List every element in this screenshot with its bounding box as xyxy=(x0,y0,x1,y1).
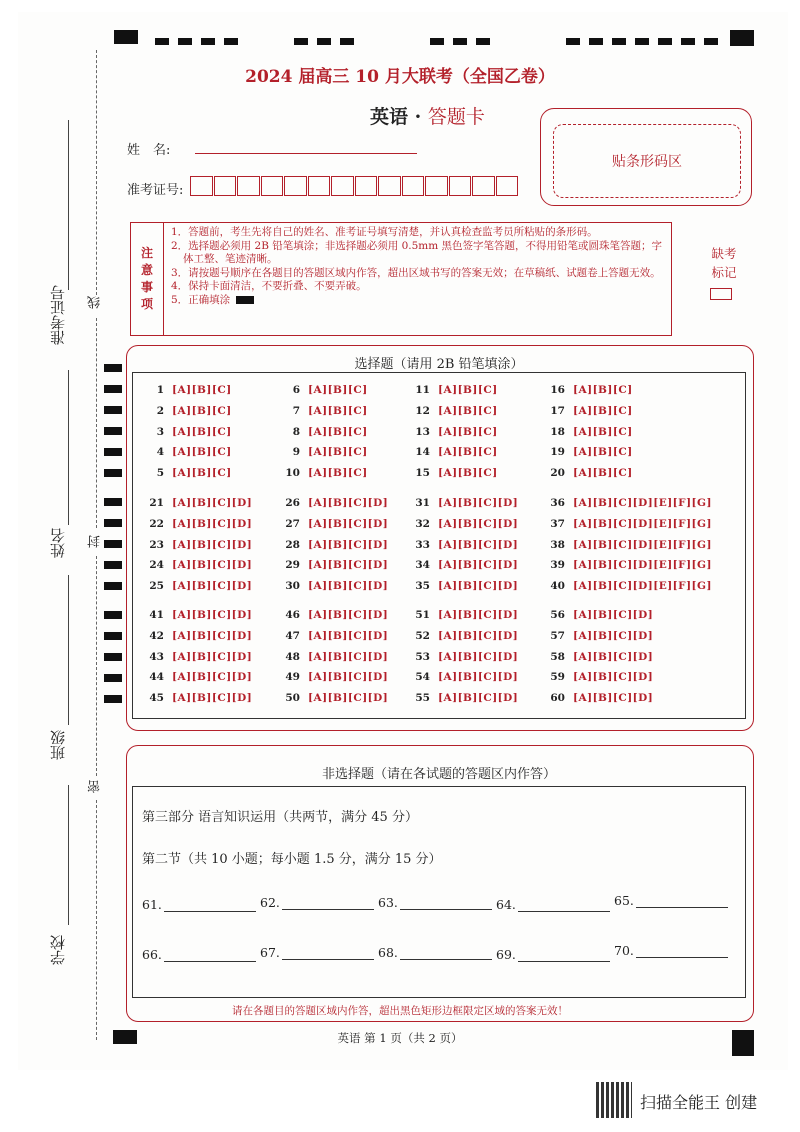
answer-bubbles[interactable]: [A][B][C][D] xyxy=(172,559,253,572)
answer-bubbles[interactable]: [A][B][C][D] xyxy=(172,650,253,663)
choice-question xyxy=(280,671,388,683)
answer-bubbles[interactable]: [A][B][C][D] xyxy=(573,629,654,642)
absent-label: 缺考 标记 xyxy=(711,246,737,280)
answer-bubbles[interactable]: [A][B][C][D] xyxy=(308,650,389,663)
answer-bubbles[interactable]: [A][B][C][D] xyxy=(172,609,253,621)
question-number: 32 xyxy=(415,517,430,530)
choice-question xyxy=(545,539,712,551)
timing-mark xyxy=(104,632,122,640)
question-number: 22 xyxy=(149,517,164,530)
choice-question xyxy=(410,692,518,704)
question-number: 38 xyxy=(550,538,565,551)
question-number: 57 xyxy=(550,629,565,642)
choice-question xyxy=(545,671,653,683)
question-number: 1 xyxy=(156,384,164,396)
name-field[interactable] xyxy=(195,153,417,154)
choice-question xyxy=(410,518,518,530)
side-line xyxy=(68,575,69,725)
choice-question xyxy=(545,518,712,530)
cut-label-feng: 封 xyxy=(88,535,103,548)
answer-bubbles[interactable]: [A][B][C] xyxy=(438,425,498,438)
answer-bubbles[interactable]: [A][B][C] xyxy=(438,384,498,396)
question-number: 30 xyxy=(285,580,300,593)
choice-question xyxy=(144,497,252,509)
barcode-area: 贴条形码区 xyxy=(553,124,741,198)
question-number: 35 xyxy=(415,580,430,593)
answer-bubbles[interactable]: [A][B][C] xyxy=(308,467,368,480)
answer-bubbles[interactable]: [A][B][C][D] xyxy=(172,497,253,509)
subject: 英语 xyxy=(370,106,409,128)
timing-mark xyxy=(104,611,122,619)
section-heading: 第二节（共 10 小题；每小题 1.5 分，满分 15 分） xyxy=(142,852,442,867)
answer-bubbles[interactable]: [A][B][C][D] xyxy=(438,580,519,593)
answer-blank-66[interactable]: 66. xyxy=(142,947,162,962)
side-line xyxy=(68,120,69,290)
question-number: 26 xyxy=(285,497,300,509)
question-number: 4 xyxy=(156,446,164,459)
answer-bubbles[interactable]: [A][B][C][D][E][F][G] xyxy=(573,517,712,530)
choice-question xyxy=(280,651,388,663)
notes-list xyxy=(171,226,666,308)
timing-mark xyxy=(658,38,672,45)
cut-label-xian: 线 xyxy=(88,296,103,309)
choice-question xyxy=(410,467,498,479)
title-separator: · xyxy=(414,106,422,128)
question-number: 28 xyxy=(285,538,300,551)
answer-blank-63[interactable]: 63. xyxy=(378,895,398,910)
notes-heading: 注 意 事 项 xyxy=(131,223,164,335)
choice-question xyxy=(280,405,368,417)
absent-checkbox[interactable] xyxy=(710,288,732,300)
choice-question xyxy=(280,426,368,438)
choice-question xyxy=(280,559,388,571)
timing-mark xyxy=(612,38,626,45)
side-name: 姓名 xyxy=(49,528,67,558)
exam-title: 2024 届高三 10 月大联考（全国乙卷） xyxy=(245,67,555,87)
note-item: 3．请按题号顺序在各题目的答题区域内作答，超出区域书写的答案无效；在草稿纸、试题卷上答题无效。 xyxy=(171,266,661,279)
choice-question xyxy=(280,580,388,592)
question-number: 58 xyxy=(550,650,565,663)
question-number: 12 xyxy=(415,404,430,417)
question-number: 59 xyxy=(550,671,565,684)
choice-question xyxy=(410,446,498,458)
choice-question xyxy=(144,559,252,571)
choice-question xyxy=(144,609,252,621)
answer-bubbles[interactable]: [A][B][C][D] xyxy=(308,517,389,530)
choice-question xyxy=(410,539,518,551)
answer-bubbles[interactable]: [A][B][C][D] xyxy=(308,609,389,621)
note-item: 1．答题前，考生先将自己的姓名、准考证号填写清楚，并认真检查监考员所粘贴的条形码。 xyxy=(171,226,598,238)
answer-blank-69[interactable]: 69. xyxy=(496,947,516,962)
answer-bubbles[interactable]: [A][B][C][D][E][F][G] xyxy=(573,497,712,509)
question-number: 49 xyxy=(285,671,300,684)
choice-question xyxy=(144,671,252,683)
answer-blank-70[interactable]: 70. xyxy=(614,943,634,958)
side-line xyxy=(68,785,69,925)
timing-mark xyxy=(155,38,169,45)
answer-bubbles[interactable]: [A][B][C] xyxy=(172,446,232,459)
timing-mark xyxy=(430,38,444,45)
answer-bubbles[interactable]: [A][B][C][D][E][F][G] xyxy=(573,538,712,551)
choice-question xyxy=(144,580,252,592)
choice-question xyxy=(410,384,498,396)
question-number: 48 xyxy=(285,650,300,663)
answer-bubbles[interactable]: [A][B][C] xyxy=(308,425,368,438)
question-number: 41 xyxy=(149,609,164,621)
choice-question xyxy=(410,497,518,509)
timing-mark xyxy=(104,582,122,590)
choice-question xyxy=(545,446,633,458)
note-item: 4．保持卡面清洁，不要折叠、不要弄破。 xyxy=(171,280,367,293)
cut-line xyxy=(96,318,97,528)
question-number: 21 xyxy=(149,497,164,509)
choice-question xyxy=(545,467,633,479)
question-number: 42 xyxy=(149,629,164,642)
timing-mark xyxy=(104,427,122,435)
choice-question xyxy=(280,446,368,458)
question-number: 39 xyxy=(550,559,565,572)
side-line xyxy=(68,370,69,525)
timing-mark xyxy=(104,674,122,682)
answer-bubbles[interactable]: [A][B][C][D] xyxy=(308,538,389,551)
choice-question xyxy=(545,609,653,621)
part-heading: 第三部分 语言知识运用（共两节，满分 45 分） xyxy=(142,810,418,825)
answer-bubbles[interactable]: [A][B][C] xyxy=(438,467,498,480)
question-number: 2 xyxy=(156,404,164,417)
timing-mark xyxy=(104,540,122,548)
question-number: 45 xyxy=(149,692,164,705)
question-number: 56 xyxy=(550,609,565,621)
question-number: 34 xyxy=(415,559,430,572)
cut-line xyxy=(96,556,97,776)
correct-fill-sample xyxy=(236,296,254,304)
timing-mark xyxy=(104,519,122,527)
answer-bubbles[interactable]: [A][B][C] xyxy=(573,446,633,459)
cut-label-mi: 密 xyxy=(88,780,103,793)
timing-mark xyxy=(681,38,695,45)
note-item: 2．选择题必须用 2B 铅笔填涂；非选择题必须用 0.5mm 黑色签字笔答题，不得用铅笔或圆珠笔答题；字体工整、笔迹清晰。 xyxy=(171,239,663,266)
card-label: 答题卡 xyxy=(427,106,485,128)
choice-question xyxy=(144,446,232,458)
answer-bubbles[interactable]: [A][B][C][D] xyxy=(573,692,654,705)
question-number: 6 xyxy=(292,384,300,396)
question-number: 40 xyxy=(550,580,565,593)
choice-question xyxy=(545,384,633,396)
choice-question xyxy=(280,467,368,479)
timing-mark xyxy=(104,561,122,569)
note-item: 5．正确填涂 xyxy=(171,294,666,308)
timing-mark xyxy=(294,38,308,45)
question-number: 7 xyxy=(292,404,300,417)
choice-question xyxy=(545,497,712,509)
answer-bubbles[interactable]: [A][B][C][D] xyxy=(438,650,519,663)
card-title xyxy=(370,102,485,129)
answer-bubbles[interactable]: [A][B][C][D] xyxy=(438,497,519,509)
timing-mark xyxy=(104,695,122,703)
question-number: 13 xyxy=(415,425,430,438)
answer-bubbles[interactable]: [A][B][C] xyxy=(172,404,232,417)
page-number: 英语 第 1 页（共 2 页） xyxy=(337,1031,463,1045)
choice-question xyxy=(410,426,498,438)
choice-question xyxy=(280,692,388,704)
choice-question xyxy=(545,559,712,571)
timing-mark xyxy=(732,1030,754,1056)
choice-question xyxy=(410,630,518,642)
answer-bubbles[interactable]: [A][B][C] xyxy=(438,404,498,417)
timing-mark xyxy=(104,448,122,456)
question-number: 19 xyxy=(550,446,565,459)
answer-bubbles[interactable]: [A][B][C][D] xyxy=(308,580,389,593)
timing-mark xyxy=(114,30,138,44)
question-number: 18 xyxy=(550,425,565,438)
timing-mark xyxy=(201,38,215,45)
question-number: 24 xyxy=(149,559,164,572)
question-number: 46 xyxy=(285,609,300,621)
answer-bubbles[interactable]: [A][B][C][D] xyxy=(308,559,389,572)
choice-question xyxy=(144,630,252,642)
timing-mark xyxy=(340,38,354,45)
answer-bubbles[interactable]: [A][B][C][D] xyxy=(438,609,519,621)
question-number: 33 xyxy=(415,538,430,551)
choice-question xyxy=(144,467,232,479)
timing-mark xyxy=(104,653,122,661)
answer-bubbles[interactable]: [A][B][C][D] xyxy=(438,692,519,705)
answer-bubbles[interactable]: [A][B][C][D] xyxy=(308,629,389,642)
answer-bubbles[interactable]: [A][B][C][D] xyxy=(438,559,519,572)
question-number: 31 xyxy=(415,497,430,509)
side-exam-id: 准考证号 xyxy=(49,285,67,345)
choice-question xyxy=(144,518,252,530)
choice-question xyxy=(144,539,252,551)
answer-bubbles[interactable]: [A][B][C][D] xyxy=(573,650,654,663)
answer-bubbles[interactable]: [A][B][C][D] xyxy=(438,671,519,684)
answer-bubbles[interactable]: [A][B][C] xyxy=(308,446,368,459)
answer-bubbles[interactable]: [A][B][C] xyxy=(308,404,368,417)
question-number: 17 xyxy=(550,404,565,417)
timing-mark xyxy=(104,406,122,414)
name-label: 姓 名: xyxy=(127,143,171,158)
question-number: 16 xyxy=(550,384,565,396)
timing-mark xyxy=(453,38,467,45)
choice-question xyxy=(280,609,388,621)
choice-question xyxy=(280,384,368,396)
choice-question xyxy=(410,609,518,621)
choice-question xyxy=(545,580,712,592)
answer-bubbles[interactable]: [A][B][C][D] xyxy=(438,517,519,530)
timing-mark xyxy=(589,38,603,45)
timing-mark xyxy=(104,498,122,506)
answer-blank-65[interactable]: 65. xyxy=(614,893,634,908)
question-number: 37 xyxy=(550,517,565,530)
answer-bubbles[interactable]: [A][B][C][D] xyxy=(308,497,389,509)
timing-mark xyxy=(104,364,122,372)
answer-bubbles[interactable]: [A][B][C] xyxy=(172,467,232,480)
timing-mark xyxy=(476,38,490,45)
timing-mark xyxy=(704,38,718,45)
answer-blank-67[interactable]: 67. xyxy=(260,945,280,960)
answer-bubbles[interactable]: [A][B][C][D] xyxy=(308,692,389,705)
footer-warning: 请在各题目的答题区域内作答，超出黑色矩形边框限定区域的答案无效！ xyxy=(232,1005,568,1017)
choice-title: 选择题（请用 2B 铅笔填涂） xyxy=(354,357,524,372)
question-number: 60 xyxy=(550,692,565,705)
side-class: 班级 xyxy=(49,730,67,760)
answer-bubbles[interactable]: [A][B][C][D][E][F][G] xyxy=(573,559,712,572)
choice-question xyxy=(410,580,518,592)
question-number: 5 xyxy=(156,467,164,480)
answer-blank-68[interactable]: 68. xyxy=(378,945,398,960)
choice-question xyxy=(410,405,498,417)
question-number: 47 xyxy=(285,629,300,642)
cut-line xyxy=(96,50,97,295)
answer-bubbles[interactable]: [A][B][C] xyxy=(438,446,498,459)
timing-mark xyxy=(224,38,238,45)
answer-bubbles[interactable]: [A][B][C] xyxy=(573,384,633,396)
question-number: 29 xyxy=(285,559,300,572)
answer-bubbles[interactable]: [A][B][C][D] xyxy=(573,609,654,621)
answer-bubbles[interactable]: [A][B][C] xyxy=(172,384,232,396)
timing-mark xyxy=(566,38,580,45)
choice-question xyxy=(545,426,633,438)
question-number: 44 xyxy=(149,671,164,684)
notes-box xyxy=(130,222,672,336)
exam-id-field[interactable] xyxy=(190,176,519,196)
answer-bubbles[interactable]: [A][B][C][D] xyxy=(172,629,253,642)
choice-question xyxy=(545,630,653,642)
choice-question xyxy=(144,384,232,396)
question-number: 50 xyxy=(285,692,300,705)
timing-mark xyxy=(178,38,192,45)
choice-question xyxy=(410,559,518,571)
answer-bubbles[interactable]: [A][B][C][D] xyxy=(172,671,253,684)
answer-bubbles[interactable]: [A][B][C] xyxy=(308,384,368,396)
question-number: 25 xyxy=(149,580,164,593)
answer-bubbles[interactable]: [A][B][C][D] xyxy=(308,671,389,684)
question-number: 14 xyxy=(415,446,430,459)
answer-blank-62[interactable]: 62. xyxy=(260,895,280,910)
choice-question xyxy=(144,426,232,438)
choice-question xyxy=(280,497,388,509)
side-school: 学校 xyxy=(49,935,67,965)
answer-bubbles[interactable]: [A][B][C][D] xyxy=(172,580,253,593)
answer-bubbles[interactable]: [A][B][C][D] xyxy=(573,671,654,684)
choice-question xyxy=(410,671,518,683)
choice-question xyxy=(280,630,388,642)
question-number: 15 xyxy=(415,467,430,480)
answer-bubbles[interactable]: [A][B][C] xyxy=(573,404,633,417)
answer-bubbles[interactable]: [A][B][C][D] xyxy=(172,517,253,530)
timing-mark xyxy=(730,30,754,46)
question-number: 43 xyxy=(149,650,164,663)
answer-bubbles[interactable]: [A][B][C][D] xyxy=(172,692,253,705)
answer-blank-61[interactable]: 61. xyxy=(142,897,162,912)
question-number: 10 xyxy=(285,467,300,480)
question-number: 36 xyxy=(550,497,565,509)
answer-bubbles[interactable]: [A][B][C] xyxy=(573,467,633,480)
question-number: 23 xyxy=(149,538,164,551)
question-number: 55 xyxy=(415,692,430,705)
choice-question xyxy=(545,651,653,663)
answer-bubbles[interactable]: [A][B][C][D] xyxy=(172,538,253,551)
question-number: 52 xyxy=(415,629,430,642)
answer-bubbles[interactable]: [A][B][C][D] xyxy=(438,629,519,642)
exam-id-label: 准考证号: xyxy=(127,183,184,198)
answer-bubbles[interactable]: [A][B][C] xyxy=(573,425,633,438)
question-number: 3 xyxy=(156,425,164,438)
choice-question xyxy=(280,539,388,551)
question-number: 53 xyxy=(415,650,430,663)
timing-mark xyxy=(104,469,122,477)
answer-bubbles[interactable]: [A][B][C] xyxy=(172,425,232,438)
answer-blank-64[interactable]: 64. xyxy=(496,897,516,912)
timing-mark xyxy=(317,38,331,45)
choice-question xyxy=(144,405,232,417)
choice-question xyxy=(410,651,518,663)
question-number: 27 xyxy=(285,517,300,530)
choice-question xyxy=(280,518,388,530)
timing-mark xyxy=(635,38,649,45)
scanner-watermark: 扫描全能王 创建 xyxy=(640,1093,758,1112)
question-number: 20 xyxy=(550,467,565,480)
question-number: 9 xyxy=(292,446,300,459)
nonchoice-title: 非选择题（请在各试题的答题区内作答） xyxy=(321,767,556,782)
question-number: 51 xyxy=(415,609,430,621)
question-number: 8 xyxy=(292,425,300,438)
choice-question xyxy=(545,405,633,417)
answer-bubbles[interactable]: [A][B][C][D][E][F][G] xyxy=(573,580,712,593)
choice-question xyxy=(545,692,653,704)
timing-mark xyxy=(104,385,122,393)
choice-question xyxy=(144,651,252,663)
qr-code-icon xyxy=(596,1082,632,1118)
answer-bubbles[interactable]: [A][B][C][D] xyxy=(438,538,519,551)
question-number: 11 xyxy=(415,384,430,396)
question-number: 54 xyxy=(415,671,430,684)
choice-question xyxy=(144,692,252,704)
